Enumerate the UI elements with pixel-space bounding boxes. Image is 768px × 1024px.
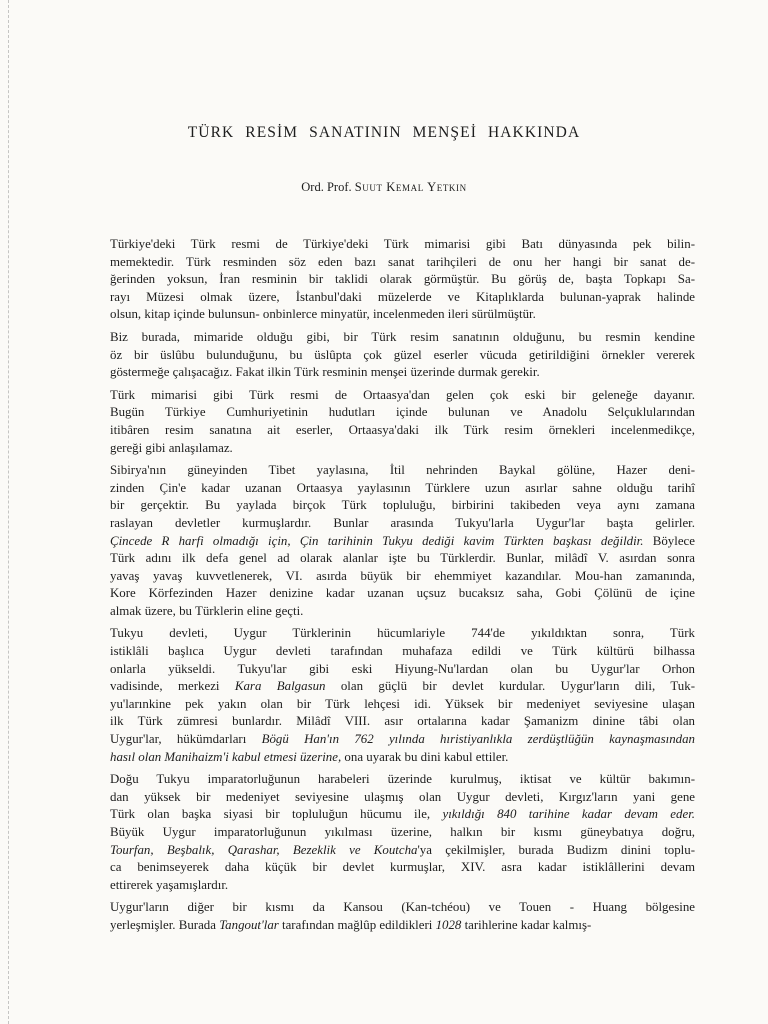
text-line (80, 387, 695, 405)
text-line (80, 480, 695, 498)
text-line (80, 289, 695, 307)
text-line (80, 422, 695, 440)
text-segment: ettirerek yaşamışlardır. (110, 877, 229, 892)
text-segment: bir gerçektir. Bu yaylada birçok Türk topluluğu, birbirini takibeden veya aynı zamana (110, 498, 695, 513)
text-segment: yerleşmişler. Burada (110, 917, 220, 932)
text-segment: vadisinde, merkezi (110, 679, 235, 694)
text-segment: Sibirya'nın güneyinden Tibet yaylasına, İtil nehrinden Baykal gölüne, Hazer deni- (110, 463, 695, 478)
text-line (80, 696, 695, 714)
paragraph (80, 329, 695, 382)
text-line (80, 842, 695, 860)
text-segment: raslayan devletler kurmuşlardır. Bunlar arasında Tukyu'larla Uygur'lar başta gelirler. (110, 515, 695, 530)
text-line (80, 789, 695, 807)
text-segment: onlarla yükseldi. Tukyu'lar gibi eski Hiyung-Nu'lardan olan bu Uygur'lar Orhon (110, 661, 695, 676)
italic-segment: Çincede R harfi olmadığı için, Çin tarihinin Tukyu dediği kavim Türkten başkası değildir. (110, 533, 644, 548)
text-line (80, 603, 695, 621)
paragraph (80, 625, 695, 766)
text-line (80, 731, 695, 749)
text-segment: Uygur'ların diğer bir kısmı da Kansou (Kan-tchéou) ve Touen - Huang bölgesine (110, 900, 695, 915)
paragraph (80, 387, 695, 457)
author-prefix: Ord. Prof. (301, 180, 352, 194)
text-line (80, 329, 695, 347)
paragraph (80, 771, 695, 894)
paragraph (80, 462, 695, 620)
text-segment: tarihlerine kadar kalmış- (461, 917, 592, 932)
text-segment: ona uyarak bu dini kabul ettiler. (341, 749, 509, 764)
text-line (80, 917, 695, 935)
text-segment: Türk mimarisi gibi Türk resmi de Ortaasya'dan gelen çok eski bir geleneğe dayanır. (110, 387, 695, 402)
text-segment: dan yüksek bir medeniyet seviyesine ulaşmış olan Uygur devleti, Kırgız'ların yani gene (110, 789, 695, 804)
text-line (80, 533, 695, 551)
italic-segment: Tangout'lar (219, 917, 279, 932)
text-line (80, 771, 695, 789)
text-segment: Türkiye'deki Türk resmi de Türkiye'deki Türk mimarisi gibi Batı dünyasında pek bilin- (110, 237, 695, 251)
text-line (80, 643, 695, 661)
text-line (80, 713, 695, 731)
text-line (80, 515, 695, 533)
text-line (80, 824, 695, 842)
text-segment: gereği gibi anlaşılamaz. (110, 440, 233, 455)
text-line (80, 364, 695, 382)
text-line (80, 462, 695, 480)
text-line (80, 806, 695, 824)
text-segment: Türk adını ilk defa genel ad olarak alanlar işte bu Türklerdir. Bunlar, milâdî V. asırdan sonra (110, 551, 695, 566)
text-line (80, 678, 695, 696)
text-line (80, 877, 695, 895)
text-segment: ğerinden yoksun, İran resminin bir taklidi olarak görmüştür. Bu görüş de, başta Topkapı Sa- (110, 272, 695, 287)
text-segment: yavaş yavaş kuvvetlenerek, VI. asırda büyük bir ehemmiyet kazandılar. Mou-han zamanında, (110, 568, 695, 583)
text-segment: Uygur'lar, hükümdarları (110, 732, 262, 747)
text-segment: Tukyu devleti, Uygur Türklerinin hücumlariyle 744'de yıkıldıktan sonra, Türk (110, 626, 695, 641)
text-segment: öz bir üslûbu bulunduğunu, bu üslûpta çok güzel eserler vücuda getirildiğini örnekler vererek (110, 347, 695, 362)
text-segment: Büyük Uygur imparatorluğunun yıkılması üzerine, halkın bir kısmı güneybatıya doğru, (110, 825, 695, 839)
paragraph (80, 899, 695, 934)
text-segment: yu'larınkine pek yakın olan bir Türk lehçesi idi. Yüksek bir medeniyet seviyesine ulaşan (110, 696, 695, 711)
text-segment: istiklâli başlıca Uygur devleti tarafından muhafaza edildi ve Türk kültürü bilhassa (110, 644, 695, 659)
text-segment: Kore Körfezinden Hazer denizine kadar uzanan uçsuz bucaksız saha, Gobi Çölünü de içine (110, 586, 695, 601)
text-line (80, 254, 695, 272)
italic-segment: hasıl olan Manihaizm'i kabul etmesi üzerine, (110, 749, 342, 764)
text-segment: Biz burada, mimaride olduğu gibi, bir Türk resim sanatının olduğunu, bu resmin kendine (110, 329, 695, 344)
text-line (80, 347, 695, 365)
paragraph (80, 236, 695, 324)
italic-segment: Tourfan, Beşbalık, Qarashar, Bezeklik ve Koutcha (110, 842, 418, 857)
italic-segment: Bögü Han'ın 762 yılında hıristiyanlıkla zerdüştlüğün kaynaşmasından (261, 732, 695, 747)
text-segment: Böylece (643, 533, 695, 548)
text-line (80, 440, 695, 458)
text-segment: zinden Çin'e kadar uzanan Ortaasya yaylasının Türklere uzun asırlar sahne olduğu tarihî (110, 480, 695, 495)
text-line (80, 568, 695, 586)
text-segment: ca benimseyerek daha küçük bir devlet kurmuşlar, XIV. asra kadar istiklâllerini devam (110, 860, 695, 875)
italic-segment: 1028 (435, 917, 462, 932)
text-segment: Bugün Türkiye Cumhuriyetinin hudutları içinde bulunan ve Anadolu Selçuklularından (110, 405, 695, 420)
text-segment: rayı Müzesi olmak üzere, İstanbul'daki müzelerde ve Kitaplıklarda bulunan-yaprak halinde (110, 289, 695, 304)
italic-segment: Kara Balgasun (234, 679, 326, 694)
text-line (80, 661, 695, 679)
text-segment: ilk Türk zümresi bunlardır. Milâdî VIII. asır ortalarına kadar Şamanizm dinine tâbi olan (110, 714, 695, 729)
text-line (80, 497, 695, 515)
text-segment: olsun, kitap içinde bulunsun- onbinlerce minyatür, incelenmeden ileri sürülmüştür. (110, 307, 536, 322)
text-segment: tarafından mağlûp edildikleri (278, 917, 436, 932)
text-segment: olan güçlü bir devlet kurdular. Uygur'ların dili, Tuk- (325, 679, 695, 694)
text-line (80, 404, 695, 422)
text-segment: 'ya çekilmişler, burada Budizm dinini toplu- (417, 842, 695, 857)
text-segment: almak üzere, bu Türklerin eline geçti. (110, 603, 304, 618)
text-line (80, 859, 695, 877)
text-line (80, 899, 695, 917)
article-body (80, 236, 695, 940)
text-line (80, 306, 695, 324)
text-segment: Doğu Tukyu imparatorluğunun harabeleri üzerinde kurulmuş, iktisat ve kültür bakımın- (110, 772, 695, 787)
text-segment: Türk olan başka siyasi bir topluluğun hücumu ile, (110, 807, 443, 822)
text-line (80, 749, 695, 767)
text-segment: memektedir. Türk resminden söz eden bazı sanat tarihçileri de onu her hangi bir sanat de- (110, 254, 695, 269)
author-name: Suut Kemal Yetkin (354, 180, 467, 194)
text-line (80, 585, 695, 603)
italic-segment: yıkıldığı 840 tarihine kadar devam eder. (442, 807, 695, 822)
text-line (80, 625, 695, 643)
article-title: TÜRK RESİM SANATININ MENŞEİ HAKKINDA (187, 124, 581, 141)
text-line (80, 550, 695, 568)
text-segment: göstermeğe çalışacağız. Fakat ilkin Türk resminin menşei üzerinde durmak gerekir. (110, 365, 540, 380)
text-line (80, 271, 695, 289)
text-line (80, 236, 695, 254)
binding-edge (8, 0, 10, 1024)
text-segment: itibâren resim sanatına ait eserler, Ortaasya'daki ilk Türk resim örnekleri incelenmedikçe, (110, 422, 695, 437)
author-line (0, 180, 768, 195)
